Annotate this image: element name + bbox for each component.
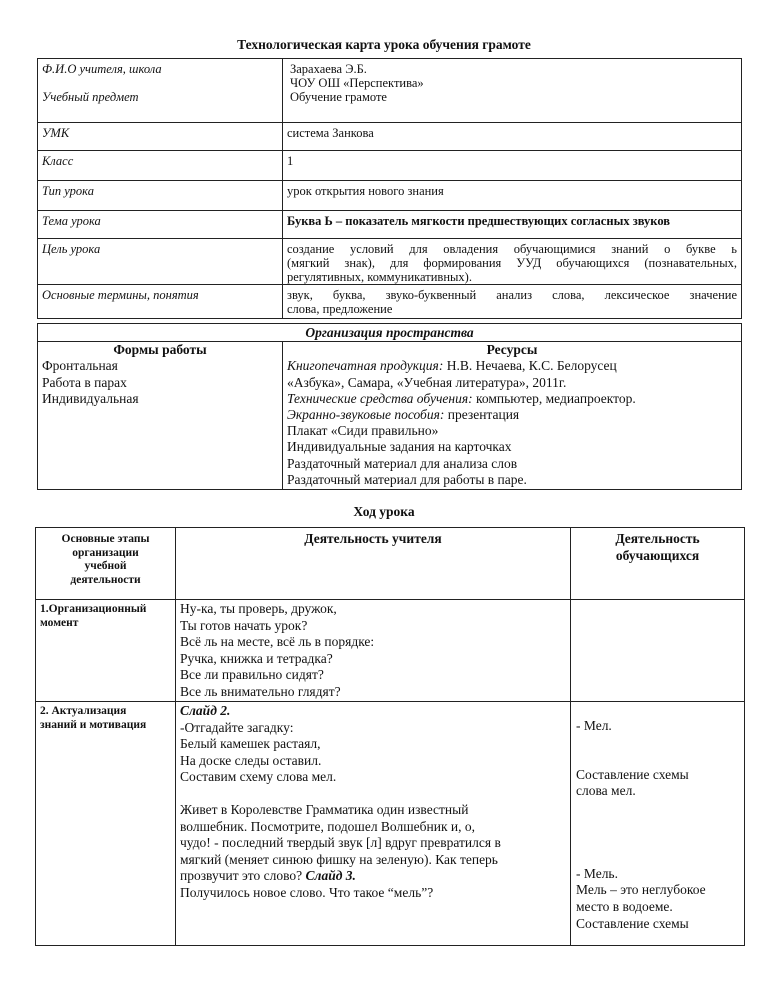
stage-1-title: 1.Организационный момент xyxy=(36,600,176,702)
resources-list xyxy=(283,358,742,489)
terms-label: Основные термины, понятия xyxy=(38,285,283,319)
table-row xyxy=(38,342,742,359)
list-item: Экранно-звуковые пособия: презентация xyxy=(287,407,520,423)
space-heading: Организация пространства xyxy=(38,324,742,342)
page-title: Технологическая карта урока обучения грамоте xyxy=(237,37,531,52)
teacher-activity-header: Деятельность учителя xyxy=(176,528,571,600)
table-row xyxy=(38,324,742,342)
list-item: Технические средства обучения: компьютер, медиапроектор. xyxy=(287,390,636,406)
table-row xyxy=(36,702,745,946)
lesson-heading: Ход урока xyxy=(353,504,415,519)
class-label: Класс xyxy=(38,151,283,181)
table-row xyxy=(38,211,742,239)
table-row xyxy=(38,285,742,319)
lesson-goal-label: Цель урока xyxy=(38,239,283,285)
subject-value: Обучение грамоте xyxy=(290,90,387,104)
forms-header: Формы работы xyxy=(38,342,283,359)
school-name: ЧОУ ОШ «Перспектива» xyxy=(290,76,424,90)
list-item: Индивидуальные задания на карточках xyxy=(287,439,512,455)
table-row xyxy=(38,358,742,489)
lesson-theme-label: Тема урока xyxy=(38,211,283,239)
table-row xyxy=(36,600,745,702)
space-table xyxy=(37,323,742,490)
resources-header: Ресурсы xyxy=(283,342,742,359)
list-item: Фронтальная xyxy=(42,358,118,374)
umk-value: система Занкова xyxy=(283,123,742,151)
terms-value: звук, буква, звуко-буквенный анализ слова, лексическое значение слова, предложение xyxy=(283,285,742,319)
subject-label: Учебный предмет xyxy=(42,90,139,104)
teacher-subject-labels xyxy=(38,59,283,123)
stage-2-teacher: Слайд 2. -Отгадайте загадку: Белый камешек растаял, На доске следы оставил. Составим схему слова мел. Живет в Королевстве Грамматика один известный волшебник. Посмотрите, подошел Волшебник и, о, чудо! - последний твердый звук [л] вдруг превратился в мягкий (меняет синюю фишку на зеленую). Как теперь прозвучит это слово? Слайд 3. Получилось новое слово. Что такое “мель”? xyxy=(176,702,571,946)
slide-2-label: Слайд 2. xyxy=(180,703,231,718)
lesson-table xyxy=(35,527,745,946)
stages-header: Основные этапы организации учебной деятельности xyxy=(36,528,176,600)
list-item: Раздаточный материал для работы в паре. xyxy=(287,471,527,487)
teacher-subject-values xyxy=(283,59,742,123)
list-item: Работа в парах xyxy=(42,374,127,390)
stage-1-teacher: Ну-ка, ты проверь, дружок, Ты готов начать урок? Всё ль на месте, всё ль в порядке: Ручка, книжка и тетрадка? Все ли правильно сидят? Все ль внимательно глядят? xyxy=(176,600,571,702)
stage-1-student xyxy=(571,600,745,702)
table-row xyxy=(38,239,742,285)
lesson-goal-value: создание условий для овладения обучающимися знаний о букве ь (мягкий знак), для формирования УУД обучающихся (познавательных, регулятивных, коммуникативных). xyxy=(283,239,742,285)
table-row xyxy=(36,528,745,600)
list-item: «Азбука», Самара, «Учебная литература», 2011г. xyxy=(287,374,567,390)
table-row xyxy=(38,151,742,181)
list-item: Раздаточный материал для анализа слов xyxy=(287,455,518,471)
table-row xyxy=(38,59,742,123)
table-row xyxy=(38,123,742,151)
teacher-label: Ф.И.О учителя, школа xyxy=(42,62,162,76)
teacher-name: Зарахаева Э.Б. xyxy=(290,62,367,76)
slide-3-label: Слайд 3. xyxy=(305,868,356,884)
info-table xyxy=(37,58,742,319)
list-item: Книгопечатная продукция: Н.В. Нечаева, К.С. Белорусец xyxy=(287,358,617,374)
lesson-theme-value: Буква Ь – показатель мягкости предшествующих согласных звуков xyxy=(283,211,742,239)
student-activity-header: Деятельность обучающихся xyxy=(571,528,745,600)
forms-list xyxy=(38,358,283,489)
list-item: Плакат «Сиди правильно» xyxy=(287,423,439,439)
lesson-type-label: Тип урока xyxy=(38,181,283,211)
stage-2-student: - Мел. Составление схемы слова мел. - Мель. Мель – это неглубокое место в водоеме. Составление схемы xyxy=(571,702,745,946)
table-row xyxy=(38,181,742,211)
lesson-type-value: урок открытия нового знания xyxy=(283,181,742,211)
stage-2-title: 2. Актуализация знаний и мотивация xyxy=(36,702,176,946)
class-value: 1 xyxy=(283,151,742,181)
list-item: Индивидуальная xyxy=(42,390,139,406)
umk-label: УМК xyxy=(38,123,283,151)
